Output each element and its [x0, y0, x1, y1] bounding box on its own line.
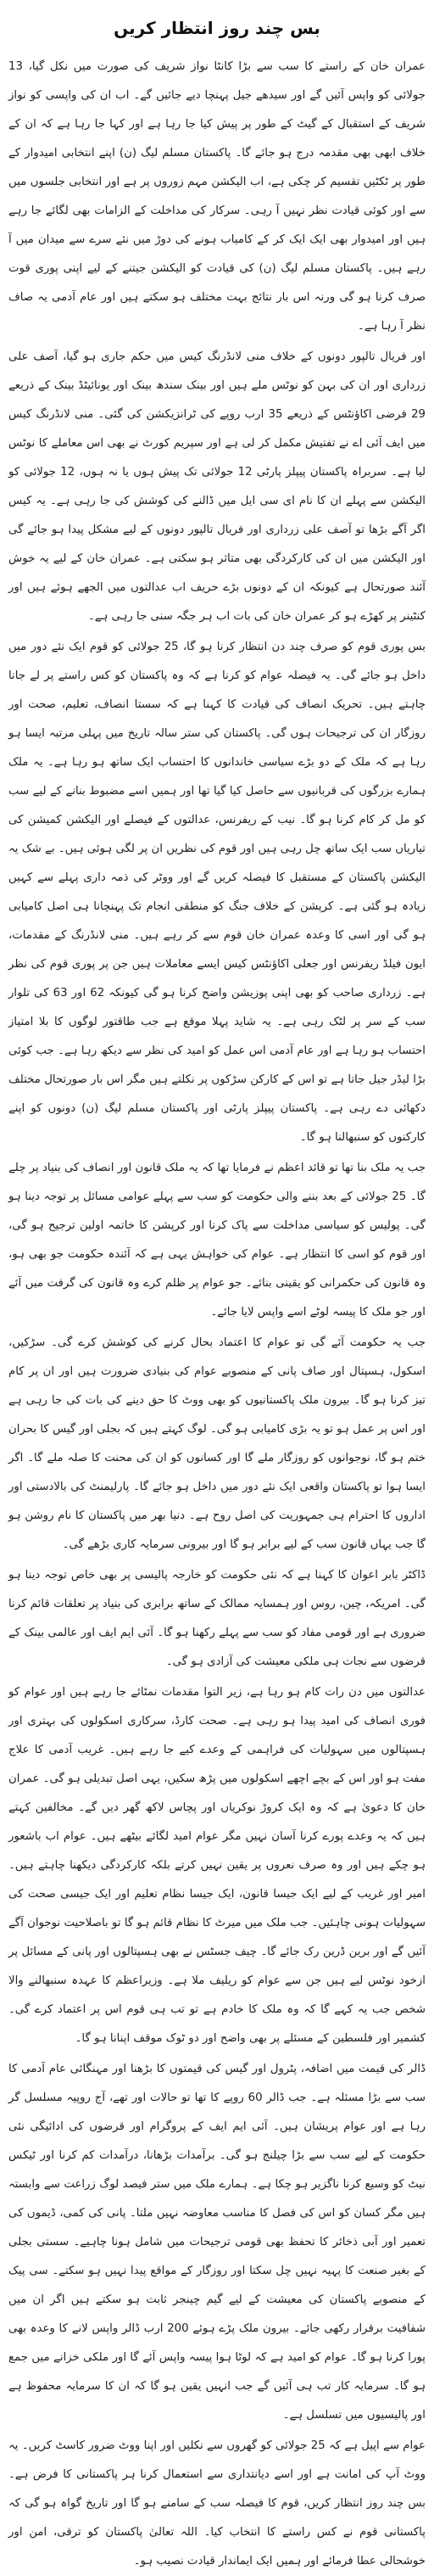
article-paragraph: جب یہ حکومت آئے گی تو عوام کا اعتماد بحال کرنے کی کوشش کرے گی۔ سڑکیں، اسکول، ہسپتال اور صاف پانی کے منصوبے عوام کی بنیادی ضرورت ہیں اور ان پر کام تیز کرنا ہو گا۔ بیرون ملک پاکستانیوں کو بھی ووٹ کا حق دینے کی بات کی جا رہی ہے اور اس پر عمل ہو تو یہ بڑی کامیابی ہو گی۔ لوگ کہتے ہیں کہ بجلی اور گیس کا بحران ختم ہو گا، نوجوانوں کو روزگار ملے گا اور کسانوں کو ان کی محنت کا صلہ ملے گا۔ اگر ایسا ہوا تو پاکستان واقعی ایک نئے دور میں داخل ہو جائے گا۔ پارلیمنٹ کی بالادستی اور اداروں کا احترام ہی جمہوریت کی اصل روح ہے۔ دنیا بھر میں پاکستان کا نام روشن ہو گا جب یہاں قانون سب کے لیے برابر ہو گا اور بیرونی سرمایہ کاری بڑھے گی۔ [8, 1336, 426, 1551]
article-paragraph: عمران خان کے راستے کا سب سے بڑا کانٹا نواز شریف کی صورت میں نکل گیا، 13 جولائی کو واپس آئیں گے اور سیدھے جیل پہنچا دیے جائیں گے۔ اب ان کی واپسی کو نواز شریف کے استقبال کے گیٹ کے طور پر پیش کیا جا رہا ہے اور کہا جا رہا ہے کہ ان کے خلاف ابھی بھی مقدمہ درج ہو جائے گا۔ پاکستان مسلم لیگ (ن) اپنے انتخابی امیدوار کے طور پر ٹکٹیں تقسیم کر چکی ہے، اب الیکشن مہم زوروں پر ہے اور انتخابی جلسوں میں سے اور کوئی قیادت نظر نہیں آ رہی۔ سرکار کی مداخلت کے الزامات بھی لگائے جا رہے ہیں اور امیدوار بھی ایک ایک کر کے کامیاب ہونے کی دوڑ میں نئے سرے سے میدان میں آ رہے ہیں۔ پاکستان مسلم لیگ (ن) کی قیادت کو الیکشن جیتنے کے لیے اپنی پوری قوت صرف کرنا ہو گی ورنہ اس بار نتائج بہت مختلف ہو سکتے ہیں اور عام آدمی یہ صاف نظر آ رہا ہے۔ [8, 60, 426, 333]
article-paragraph: عوام سے اپیل ہے کہ 25 جولائی کو گھروں سے نکلیں اور اپنا ووٹ ضرور کاسٹ کریں۔ یہ ووٹ آپ کی امانت ہے اور اسے دیانتداری سے استعمال کرنا ہر پاکستانی کا فرض ہے۔ بس چند روز انتظار کریں، قوم کا فیصلہ سب کے سامنے ہو گا اور تاریخ گواہ ہو گی کہ پاکستانی قوم نے کس راستے کا انتخاب کیا۔ اللہ تعالیٰ پاکستان کو ترقی، امن اور خوشحالی عطا فرمائے اور ہمیں ایک ایماندار قیادت نصیب ہو۔ [8, 2439, 426, 2568]
article-paragraph: جب یہ ملک بنا تھا تو قائد اعظم نے فرمایا تھا کہ یہ ملک قانون اور انصاف کی بنیاد پر چلے گا۔ 25 جولائی کے بعد بننے والی حکومت کو سب سے پہلے عوامی مسائل پر توجہ دینا ہو گی۔ پولیس کو سیاسی مداخلت سے پاک کرنا اور کرپشن کا خاتمہ اولین ترجیح ہو گی، اور قوم کو اسی کا انتظار ہے۔ عوام کی خواہش یہی ہے کہ آئندہ حکومت جو بھی ہو، وہ قانون کی حکمرانی کو یقینی بنائے۔ جو عوام پر ظلم کرے وہ قانون کی گرفت میں آئے اور جو ملک کا پیسہ لوٹے اسے واپس لایا جائے۔ [8, 1162, 426, 1319]
article-paragraph: بس پوری قوم کو صرف چند دن انتظار کرنا ہو گا، 25 جولائی کو قوم ایک نئے دور میں داخل ہو جائے گی۔ یہ فیصلہ عوام کو کرنا ہے کہ وہ پاکستان کو کس راستے پر لے جانا چاہتے ہیں۔ تحریک انصاف کی قیادت کا کہنا ہے کہ سستا انصاف، تعلیم، صحت اور روزگار ان کی ترجیحات ہوں گی۔ پاکستان کی ستر سالہ تاریخ میں پہلی مرتبہ ایسا ہو رہا ہے کہ ملک کے دو بڑے سیاسی خاندانوں کا احتساب ایک ساتھ ہو رہا ہے۔ یہ ملک ہمارے بزرگوں کی قربانیوں سے حاصل کیا گیا تھا اور ہمیں اسے مضبوط بنانے کے لیے سب کو مل کر کام کرنا ہو گا۔ نیب کے ریفرنس، عدالتوں کے فیصلے اور الیکشن کمیشن کی تیاریاں سب ایک ساتھ چل رہی ہیں اور قوم کی نظریں ان پر لگی ہوئی ہیں۔ بے شک یہ الیکشن پاکستان کے مستقبل کا فیصلہ کریں گے اور ووٹر کی ذمہ داری پہلے سے کہیں زیادہ ہو گئی ہے۔ کرپشن کے خلاف جنگ کو منطقی انجام تک پہنچانا ہی اصل کامیابی ہو گی اور اسی کا وعدہ عمران خان قوم سے کر رہے ہیں۔ منی لانڈرنگ کے مقدمات، ایون فیلڈ ریفرنس اور جعلی اکاؤنٹس کیس ایسے معاملات ہیں جن پر پوری قوم کی نظر ہے۔ زرداری صاحب کو بھی اپنی پوزیشن واضح کرنا ہو گی کیونکہ 62 اور 63 کی تلوار سب کے سر پر لٹک رہی ہے۔ یہ شاید پہلا موقع ہے جب طاقتور لوگوں کا بلا امتیاز احتساب ہو رہا ہے اور عام آدمی اس عمل کو امید کی نظر سے دیکھ رہا ہے۔ جب کوئی بڑا لیڈر جیل جاتا ہے تو اس کے کارکن سڑکوں پر نکلتے ہیں مگر اس بار صورتحال مختلف دکھائی دے رہی ہے۔ پاکستان پیپلز پارٹی اور پاکستان مسلم لیگ (ن) دونوں کو اپنے کارکنوں کو سنبھالنا ہو گا۔ [8, 641, 426, 1144]
article-headline: بس چند روز انتظار کریں [114, 18, 320, 38]
article-paragraph: ڈالر کی قیمت میں اضافہ، پٹرول اور گیس کی قیمتوں کا بڑھنا اور مہنگائی عام آدمی کا سب سے بڑا مسئلہ ہے۔ جب ڈالر 60 روپے کا تھا تو حالات اور تھے، آج روپیہ مسلسل گر رہا ہے اور عوام پریشان ہیں۔ آئی ایم ایف کے پروگرام اور قرضوں کی ادائیگی نئی حکومت کے لیے سب سے بڑا چیلنج ہو گی۔ برآمدات بڑھانا، درآمدات کم کرنا اور ٹیکس نیٹ کو وسیع کرنا ناگزیر ہو چکا ہے۔ ہمارے ملک میں ستر فیصد لوگ زراعت سے وابستہ ہیں مگر کسان کو اس کی فصل کا مناسب معاوضہ نہیں ملتا۔ پانی کی کمی، ڈیموں کی تعمیر اور آبی ذخائر کا تحفظ بھی قومی ترجیحات میں شامل ہونا چاہیے۔ سستی بجلی کے بغیر صنعت کا پہیہ نہیں چل سکتا اور روزگار کے مواقع پیدا نہیں ہو سکتے۔ سی پیک کے منصوبے پاکستان کی معیشت کے لیے گیم چینجر ثابت ہو سکتے ہیں اگر ان میں شفافیت برقرار رکھی جائے۔ بیرون ملک پڑے ہوئے 200 ارب ڈالر واپس لانے کا وعدہ بھی پورا کرنا ہو گا۔ عوام کو امید ہے کہ لوٹا ہوا پیسہ واپس آئے گا اور ملکی خزانے میں جمع ہو گا۔ سرمایہ کار تب ہی آئیں گے جب انہیں یقین ہو گا کہ ان کا سرمایہ محفوظ ہے اور پالیسیوں میں تسلسل ہے۔ [8, 2063, 426, 2422]
article-paragraph: ڈاکٹر بابر اعوان کا کہنا ہے کہ نئی حکومت کو خارجہ پالیسی پر بھی خاص توجہ دینا ہو گی۔ امریکہ، چین، روس اور ہمسایہ ممالک کے ساتھ برابری کی بنیاد پر تعلقات قائم کرنا ضروری ہے اور قومی مفاد کو سب سے پہلے رکھنا ہو گا۔ آئی ایم ایف اور عالمی بینک کے قرضوں سے نجات ہی ملکی معیشت کی آزادی ہو گی۔ [8, 1569, 426, 1668]
article-body [8, 53, 426, 2576]
article-paragraph: اور فریال تالپور دونوں کے خلاف منی لانڈرنگ کیس میں حکم جاری ہو گیا، آصف علی زرداری اور ان کی بہن کو نوٹس ملے ہیں اور بینک سندھ بینک اور یونائیٹڈ بینک کے ذریعے 29 فرضی اکاؤنٹس کے ذریعے 35 ارب روپے کی ٹرانزیکشن کی گئی۔ منی لانڈرنگ کیس میں ایف آئی اے نے تفتیش مکمل کر لی ہے اور سپریم کورٹ نے بھی اس معاملے کا نوٹس لیا ہے۔ سربراہ پاکستان پیپلز پارٹی 12 جولائی تک پیش ہوں یا نہ ہوں، 12 جولائی کو الیکشن سے پہلے ان کا نام ای سی ایل میں ڈالنے کی کوشش کی جا رہی ہے۔ یہ کیس اگر آگے بڑھا تو آصف علی زرداری اور فریال تالپور دونوں کے لیے مشکل پیدا ہو جائے گی اور الیکشن میں ان کی کارکردگی بھی متاثر ہو سکتی ہے۔ عمران خان کے لیے یہ خوش آئند صورتحال ہے کیونکہ ان کے دونوں بڑے حریف اب عدالتوں میں الجھے ہوئے ہیں اور کنٹینر پر کھڑے ہو کر عمران خان کی بات اب ہر جگہ سنی جا رہی ہے۔ [8, 350, 426, 623]
article-paragraph: عدالتوں میں دن رات کام ہو رہا ہے، زیر التوا مقدمات نمٹائے جا رہے ہیں اور عوام کو فوری انصاف کی امید پیدا ہو رہی ہے۔ صحت کارڈ، سرکاری اسکولوں کی بہتری اور ہسپتالوں میں سہولیات کی فراہمی کے وعدے کیے جا رہے ہیں۔ غریب آدمی کا علاج مفت ہو اور اس کے بچے اچھے اسکولوں میں پڑھ سکیں، یہی اصل تبدیلی ہو گی۔ عمران خان کا دعویٰ ہے کہ وہ ایک کروڑ نوکریاں اور پچاس لاکھ گھر دیں گے۔ مخالفین کہتے ہیں کہ یہ وعدے پورے کرنا آسان نہیں مگر عوام امید لگائے بیٹھے ہیں۔ عوام اب باشعور ہو چکے ہیں اور وہ صرف نعروں پر یقین نہیں کرتے بلکہ کارکردگی دیکھنا چاہتے ہیں۔ امیر اور غریب کے لیے ایک جیسا قانون، ایک جیسا نظام تعلیم اور ایک جیسی صحت کی سہولیات ہونی چاہئیں۔ جب ملک میں میرٹ کا نظام قائم ہو گا تو باصلاحیت نوجوان آگے آئیں گے اور برین ڈرین رک جائے گا۔ چیف جسٹس نے بھی ہسپتالوں اور پانی کے مسائل پر ازخود نوٹس لیے ہیں جن سے عوام کو ریلیف ملا ہے۔ وزیراعظم کا عہدہ سنبھالنے والا شخص جب یہ کہے گا کہ وہ ملک کا خادم ہے تو تب ہی قوم اس پر اعتماد کرے گی۔ کشمیر اور فلسطین کے مسئلے پر بھی واضح اور دو ٹوک موقف اپنانا ہو گا۔ [8, 1686, 426, 2045]
